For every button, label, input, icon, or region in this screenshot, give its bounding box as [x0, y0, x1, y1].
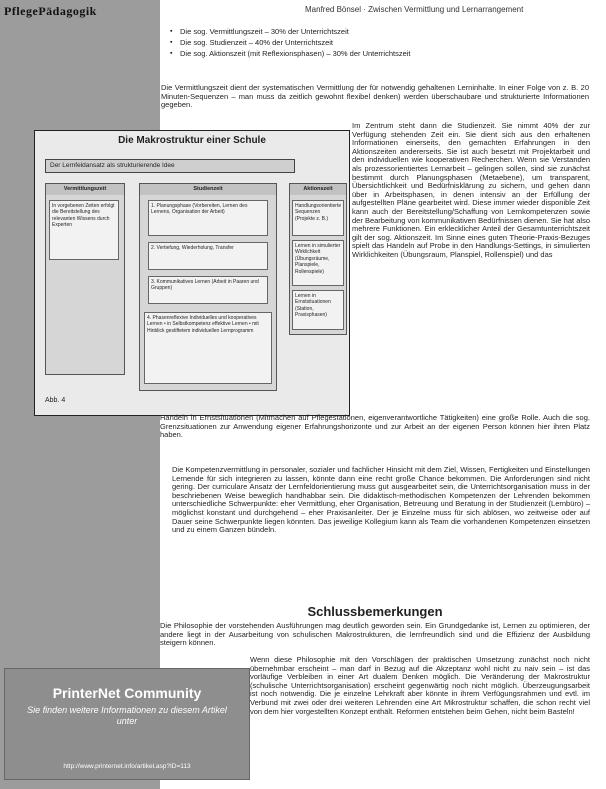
- column-heading: Studienzeit: [140, 184, 276, 195]
- column-box: Lernen in simulierter Wirklichkeit (Übungsräume, Planspiele, Rollenspiele): [292, 240, 344, 286]
- paragraph-vermittlungszeit: Die Vermittlungszeit dient der systematischen Vermittlung der für notwendig gehaltenen Lerninhalte. In einer Folge von z. B. 20 Minuten-Sequenzen – man muss da zeitlich gewohnt flexibel denken) werden überschaubare und strukturierte Informationen gegeben.: [161, 83, 589, 110]
- time-split-list: [170, 26, 590, 59]
- column-box: 4. Phasenreflexive Individuelles und kooperatives Lernen • in Selbstkompetenz effektive Lernen • mit Hinblick gestiftetem individuellen Lernprogramm: [144, 312, 272, 384]
- column-box: Lernen in Ernstsituationen (Station, Praxisphasen): [292, 290, 344, 330]
- paragraph-studienzeit: Im Zentrum steht dann die Studienzeit. Sie nimmt 40% der zur Verfügung stehenden Zeit ein. Sie dient sich aus den erhaltenen Informationen einerseits, den gemachten Erfahrungen in den Aktionszeiten andererseits. Sie ist auch besetzt mit Projektarbeit und den individuellen wie kooperativen Recherchen. Wenn sie Verstanden als prozessorientiertes Lernarbeit – gelingen sollen, sind sie zunächst bestimmt durch Planungsphasen (Metaebene), um transparent, Übersichtlichkeit und Bedürfnisklärung zu sichern, und gehen dann über in Arbeitsphasen, in denen intensiv an der Erfüllung der aufgestellten Pläne gearbeitet wird. Diese immer wieder disponible Zeit kann auch der Bereitstellung/Schaffung von Lernkompetenzen sowie der Bearbeitung von kommunikativen Bedürfnissen dienen. Sie hat also mehrere Funktionen. Ein erklecklicher Anteil der Gesamtunterrichtszeit gilt der sog. Aktionszeit. Im Sinne eines guten Theorie-Praxis-Bezuges spielt das Handeln auf Probe in den Handlungs-Settings, in simulierten Wirklichkeiten (Übungsraum, Planspiel, Rollenspiel) und das: [352, 121, 590, 259]
- journal-title: PflegePädagogik: [4, 4, 97, 18]
- figure-makrostruktur: [34, 130, 350, 416]
- paragraph-studienzeit-continued: Handeln in Ernstsituationen (Mitmachen auf Pflegestationen, eigenverantwortliche Tätigkeiten) eine große Rolle. Auch die sog. Grenzsituationen zur Anwendung eigener Erfahrungshorizonte und zur Arbeit an der eigenen Person können hier ihren Platz haben.: [160, 413, 590, 440]
- figure-banner: Der Lernfeldansatz als strukturierende Idee: [45, 159, 295, 173]
- figure-column-aktionszeit: [289, 183, 347, 335]
- ad-subtitle: Sie finden weitere Informationen zu diesem Artikel unter: [27, 705, 227, 726]
- paragraph-conclusion-intro: Die Philosophie der vorstehenden Ausführungen mag deutlich geworden sein. Ein Grundgedanke ist, Lernen zu optimieren, der andere liegt in der Ausarbeitung von schulischen Makrostrukturen, die lernfreundlich sind und die Effizienz der Ausbildung steigern können.: [160, 621, 590, 648]
- list-item: ▪ Die sog. Vermittlungszeit – 30% der Unterrichtszeit: [170, 26, 590, 37]
- column-heading: Vermittlungszeit: [46, 184, 124, 195]
- printernet-ad-box: [4, 668, 250, 780]
- column-box: 3. Kommunikatives Lernen (Arbeit in Paaren und Gruppen): [148, 276, 268, 304]
- column-box: 2. Vertiefung, Wiederholung, Transfer: [148, 242, 268, 270]
- figure-label: Abb. 4: [45, 397, 66, 404]
- column-box: In vorgebenen Zeiten erfolgt die Bereitstellung des relevanten Wissens durch Experten: [49, 200, 119, 260]
- figure-title: Die Makrostruktur einer Schule: [118, 135, 266, 146]
- paragraph-conclusion-body: Wenn diese Philosophie mit den Vorschlägen der praktischen Umsetzung zunächst noch nicht übernehmbar erscheint – man darf in Bezug auf die Akzeptanz wohl nicht zu naiv sein – ist das vorläufige Verbleiben in einer Art dualem Denken möglich. Die Veränderung der Makrostruktur (schulische Unterrichtsorganisation) erscheint gegenwärtig noch nicht möglich. Überzeugungsarbeit ist noch notwendig. Die je einzelne Lehrkraft aber könnte in ihrem Verfügungsrahmen und evtl. im Verbund mit zwei oder drei weiteren Lehrenden eine Art Mikrostruktur schaffen, die schon recht viel von dem hier vorgestellten Konzept enthält. Reformen entstehen beim Gehen, nicht beim Basteln!: [250, 655, 590, 716]
- list-item: ▪ Die sog. Aktionszeit (mit Reflexionsphasen) – 30% der Unterrichtszeit: [170, 48, 590, 59]
- list-item: ▪ Die sog. Studienzeit – 40% der Unterrichtszeit: [170, 37, 590, 48]
- figure-column-vermittlungszeit: [45, 183, 125, 375]
- paragraph-kompetenzvermittlung: Die Kompetenzvermittlung in personaler, sozialer und fachlicher Hinsicht mit dem Ziel, Wissen, Fertigkeiten und Einstellungen Lernende für sich integrieren zu lassen, könnte dann eine recht große Chance bekommen. Die Anforderungen sind nicht gering. Der curriculare Ansatz der Lernfeldorientierung muss gut ausgearbeitet sein, die Unterrichtsorganisation muss in der beschriebenen Weise beweglich handhabbar sein. Die didaktisch-methodischen Kompetenzen der Lehrenden bekommen unterschiedliche Schwerpunkte: eher Vermittlung, eher Organisation, Betreuung und Beratung in der Studienzeit (Lernbüro) – möglichst konstant und durchgehend – eher Praxisanleiter. Der je Einzelne muss für sich ablösen, wo zeitweise oder auf Dauer seine Schwerpunkte liegen könnten. Das jeweilige Kollegium kann als Team die vorhandenen Kompetenzen einsetzen und zu einem Ganzen bündeln.: [172, 465, 590, 535]
- column-heading: Aktionszeit: [290, 184, 346, 195]
- ad-link[interactable]: http://www.printernet.info/artikel.asp?ID=113: [63, 763, 191, 770]
- column-box: Handlungsorientierte Sequenzen (Projekte z. B.): [292, 200, 344, 236]
- column-box: 1. Planungsphase (Vorbereiten, Lernen des Lernens, Organisation der Arbeit): [148, 200, 268, 236]
- figure-column-studienzeit: [139, 183, 277, 391]
- section-heading: Schlussbemerkungen: [307, 604, 443, 619]
- running-header: Manfred Bönsel · Zwischen Vermittlung und Lernarrangement: [305, 5, 524, 14]
- ad-title: PrinterNet Community: [52, 685, 202, 701]
